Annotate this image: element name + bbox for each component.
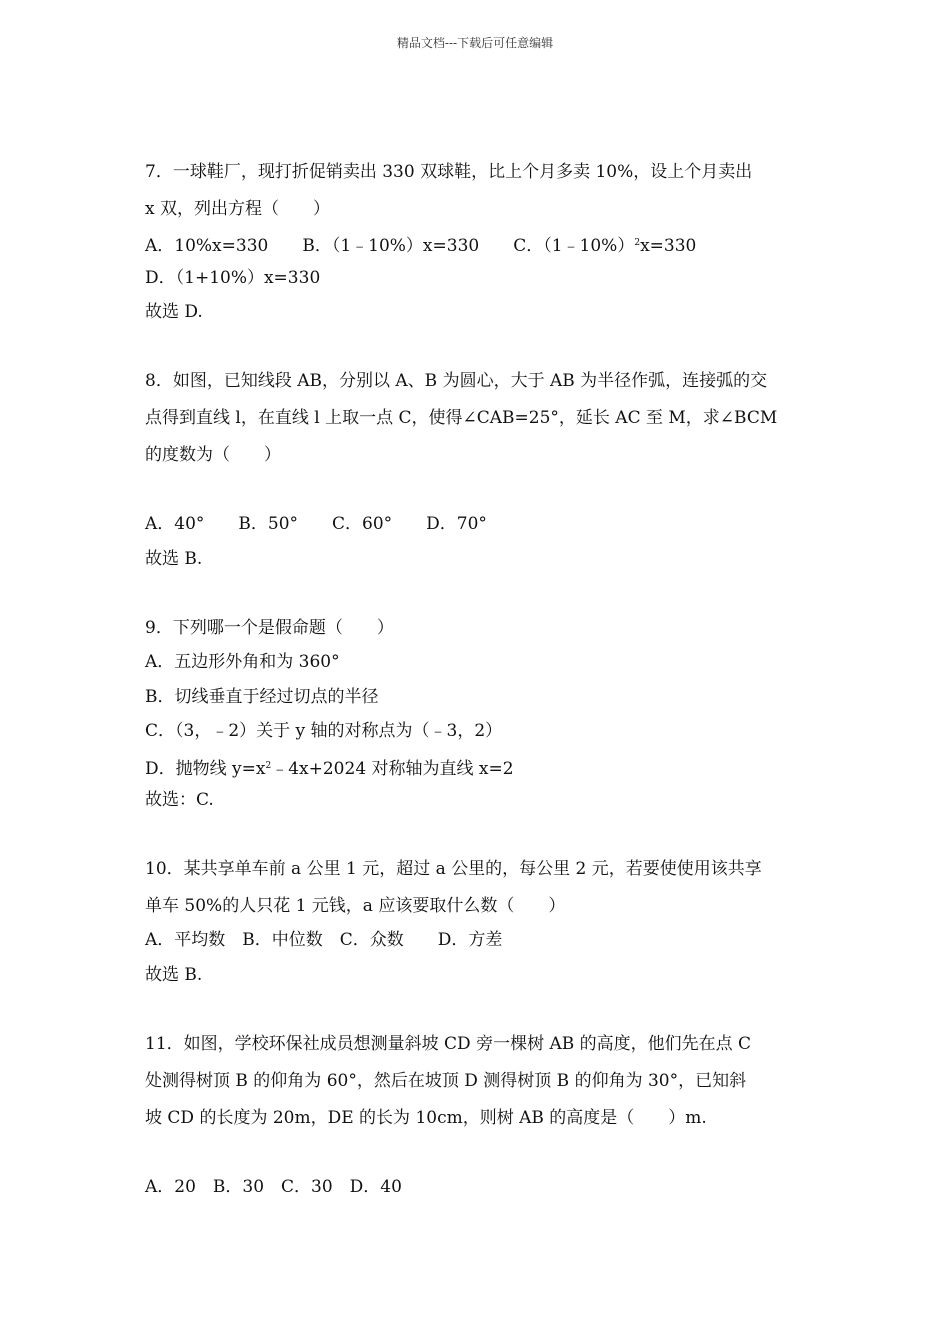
q7-answer: 故选 D. — [145, 302, 203, 322]
q7-options-abc-text: A．10%x=330 B．（1﹣10%）x=330 C．（1﹣10%） — [145, 236, 635, 256]
q9-option-a: A．五边形外角和为 360° — [145, 652, 340, 672]
q9-option-c: C．（3，﹣2）关于 y 轴的对称点为（﹣3，2） — [145, 721, 503, 741]
q8-options: A．40° B．50° C．60° D．70° — [145, 514, 487, 534]
q8-answer: 故选 B. — [145, 549, 203, 569]
q9-option-b: B．切线垂直于经过切点的半径 — [145, 687, 379, 707]
q7-option-d: D．（1+10%）x=330 — [145, 268, 321, 288]
q9-superscript: 2 — [265, 761, 272, 771]
q7-text-line2: x 双，列出方程（ ） — [145, 199, 330, 219]
q10-options: A．平均数 B．中位数 C．众数 D．方差 — [145, 930, 503, 950]
q11-text-line2: 处测得树顶 B 的仰角为 60°，然后在坡顶 D 测得树顶 B 的仰角为 30°，已知斜 — [145, 1071, 747, 1091]
q9-answer: 故选：C. — [145, 790, 214, 810]
q11-options: A．20 B．30 C．30 D．40 — [145, 1177, 402, 1197]
q8-text-line1: 8．如图，已知线段 AB，分别以 A、B 为圆心，大于 AB 为半径作弧，连接弧的交 — [145, 371, 768, 391]
q9-option-d-end: ﹣4x+2024 对称轴为直线 x=2 — [271, 759, 514, 779]
q9-text-line1: 9．下列哪一个是假命题（ ） — [145, 618, 394, 638]
page-header: 精品文档---下载后可任意编辑 — [396, 36, 554, 50]
q7-options-abc — [145, 231, 696, 258]
q9-option-d — [145, 754, 514, 781]
q9-option-d-text: D．抛物线 y=x — [145, 759, 266, 779]
q7-options-abc-end: x=330 — [640, 236, 697, 256]
q11-text-line1: 11．如图，学校环保社成员想测量斜坡 CD 旁一棵树 AB 的高度，他们先在点 C — [145, 1034, 752, 1054]
q10-text-line1: 10．某共享单车前 a 公里 1 元，超过 a 公里的，每公里 2 元，若要使使用该共享 — [145, 859, 762, 879]
q7-superscript: 2 — [634, 238, 641, 248]
q8-text-line3: 的度数为（ ） — [145, 445, 281, 465]
q11-text-line3: 坡 CD 的长度为 20m，DE 的长为 10cm，则树 AB 的高度是（ ）m. — [145, 1108, 707, 1128]
q10-text-line2: 单车 50%的人只花 1 元钱，a 应该要取什么数（ ） — [145, 896, 566, 916]
q10-answer: 故选 B. — [145, 965, 203, 985]
q7-text-line1: 7．一球鞋厂，现打折促销卖出 330 双球鞋，比上个月多卖 10%，设上个月卖出 — [145, 162, 753, 182]
q8-text-line2: 点得到直线 l，在直线 l 上取一点 C，使得∠CAB=25°，延长 AC 至 M，求∠BCM — [145, 408, 778, 428]
